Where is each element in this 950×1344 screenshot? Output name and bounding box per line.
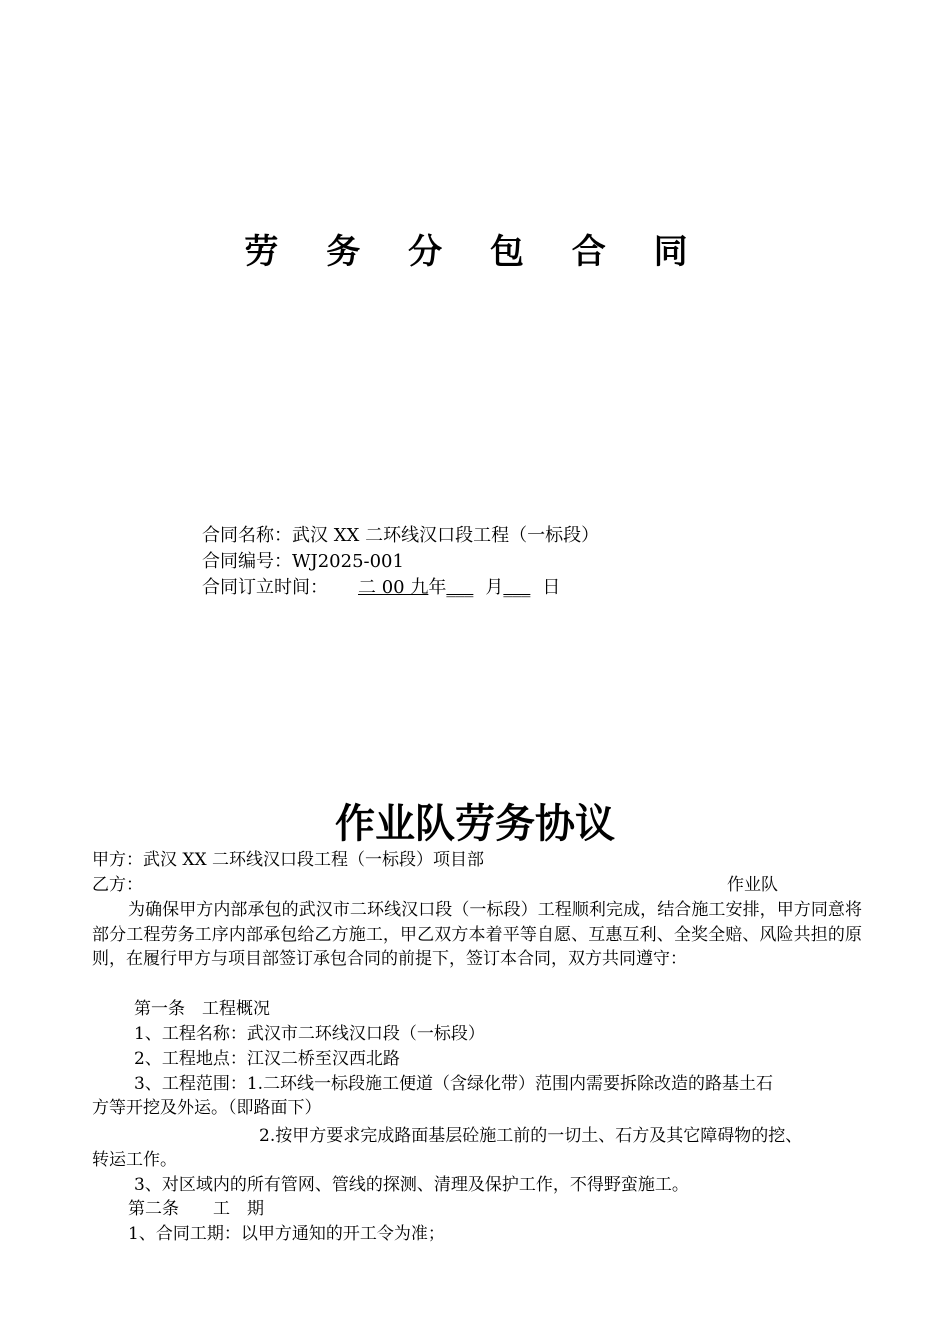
contract-number-label: 合同编号： xyxy=(202,551,292,572)
article2-item1: 1、合同工期：以甲方通知的开工令为准； xyxy=(128,1224,445,1244)
contract-date-month-blank: ___ xyxy=(446,577,474,598)
contract-date-year-unit: 年 xyxy=(428,577,447,598)
contract-name-label: 合同名称： xyxy=(202,525,292,546)
article1-item1: 1、工程名称：武汉市二环线汉口段（一标段） xyxy=(134,1024,485,1044)
party-a-value: 武汉 XX 二环线汉口段工程（一标段）项目部 xyxy=(143,850,485,870)
party-b-label: 乙方： xyxy=(92,875,143,895)
contract-date-label: 合同订立时间： xyxy=(202,577,328,598)
article1-heading: 第一条 工程概况 xyxy=(134,999,270,1019)
contract-name-value: 武汉 XX 二环线汉口段工程（一标段） xyxy=(292,525,600,546)
article2-heading: 第二条 工 期 xyxy=(128,1199,264,1219)
article1-item3-3: 3、对区域内的所有管网、管线的探测、清理及保护工作，不得野蛮施工。 xyxy=(134,1175,689,1195)
contract-number-line xyxy=(202,550,404,574)
article1-item3-sub-line1: 2.按甲方要求完成路面基层砼施工前的一切土、石方及其它障碍物的挖、 xyxy=(259,1126,803,1146)
contract-date-day-blank: ___ xyxy=(503,577,531,598)
article1-item3-sub-line2: 转运工作。 xyxy=(92,1150,177,1170)
contract-date-year: 二 00 九 xyxy=(358,577,429,598)
party-a-line xyxy=(92,848,484,872)
cover-title: 劳 务 分 包 合 同 xyxy=(244,232,706,272)
intro-paragraph: 为确保甲方内部承包的武汉市二环线汉口段（一标段）工程顺利完成，结合施工安排，甲方同意将部分工程劳务工序内部承包给乙方施工，甲乙双方本着平等自愿、互惠互利、全奖全赔、风险共担的原则，在履行甲方与项目部签订承包合同的前提下，签订本合同，双方共同遵守： xyxy=(92,900,862,969)
contract-number-value: WJ2025-001 xyxy=(292,551,404,572)
contract-date-month-unit: 月 xyxy=(485,577,504,598)
contract-date-day-unit: 日 xyxy=(542,577,561,598)
contract-name-line xyxy=(202,524,599,548)
party-b-suffix: 作业队 xyxy=(727,875,778,895)
party-a-label: 甲方： xyxy=(92,850,143,870)
article1-item3-line1: 3、工程范围：1.二环线一标段施工便道（含绿化带）范围内需要拆除改造的路基土石 xyxy=(134,1074,774,1094)
article1-item2: 2、工程地点：江汉二桥至汉西北路 xyxy=(134,1049,400,1069)
agreement-title: 作业队劳务协议 xyxy=(335,801,615,847)
contract-date-line xyxy=(202,576,560,600)
article1-item3-line2: 方等开挖及外运。（即路面下） xyxy=(92,1098,322,1118)
